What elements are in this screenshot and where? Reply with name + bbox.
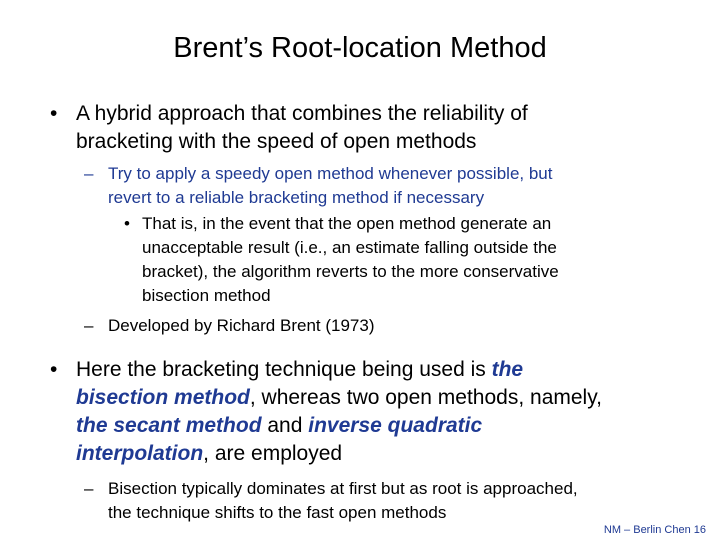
bullet-text-line2: bracketing with the speed of open methods	[76, 130, 477, 153]
slide-title: Brent’s Root-location Method	[173, 32, 547, 64]
inverse-quadratic-term-a: inverse quadratic	[308, 414, 483, 437]
sub-bullet-speedy-open	[84, 162, 704, 210]
slide-footer: NM – Berlin Chen 16	[603, 524, 706, 536]
bullet-bracketing-technique	[50, 356, 710, 468]
bullet-marker: •	[50, 358, 58, 381]
bullet2-pre: Here the bracketing technique being used is	[76, 358, 492, 381]
sub-bullet-brent-1973	[84, 314, 704, 338]
secant-method-term: the secant method	[76, 414, 262, 437]
sub-text-line2: the technique shifts to the fast open methods	[108, 503, 447, 522]
dash-marker: –	[84, 479, 94, 498]
bullet-text-line1: A hybrid approach that combines the reliability of	[76, 102, 528, 125]
bullet2-line3	[76, 412, 482, 440]
sub-text-brent: Developed by Richard Brent (1973)	[108, 316, 375, 335]
bullet2-line2	[76, 384, 602, 412]
sub-text-line1: Bisection typically dominates at first but as root is approached,	[108, 479, 578, 498]
sub-text-line1: Try to apply a speedy open method whenever possible, but	[108, 164, 553, 183]
bullet2-post: , are employed	[203, 442, 343, 465]
inverse-quadratic-term-b: interpolation	[76, 442, 204, 465]
detail-line4: bisection method	[142, 286, 271, 305]
dash-marker: –	[84, 164, 94, 183]
detail-bullet-reverts	[124, 212, 704, 308]
detail-line2: unacceptable result (i.e., an estimate falling outside the	[142, 238, 557, 257]
bisection-method-term-a: the	[491, 358, 524, 381]
bisection-method-term-b: bisection method	[76, 386, 250, 409]
sub-bullet-bisection-dominates	[84, 477, 704, 525]
bullet2-line4	[76, 440, 342, 468]
bullet2-line1	[76, 356, 523, 384]
detail-line1: That is, in the event that the open method generate an	[142, 214, 552, 233]
bullet2-mid2: and	[261, 414, 309, 437]
detail-marker: •	[124, 214, 130, 233]
dash-marker: –	[84, 316, 94, 335]
bullet2-mid1: , whereas two open methods, namely,	[249, 386, 602, 409]
bullet-marker: •	[50, 102, 58, 125]
detail-line3: bracket), the algorithm reverts to the more conservative	[142, 262, 559, 281]
bullet-hybrid-approach	[50, 100, 710, 156]
sub-text-line2: revert to a reliable bracketing method if necessary	[108, 188, 485, 207]
